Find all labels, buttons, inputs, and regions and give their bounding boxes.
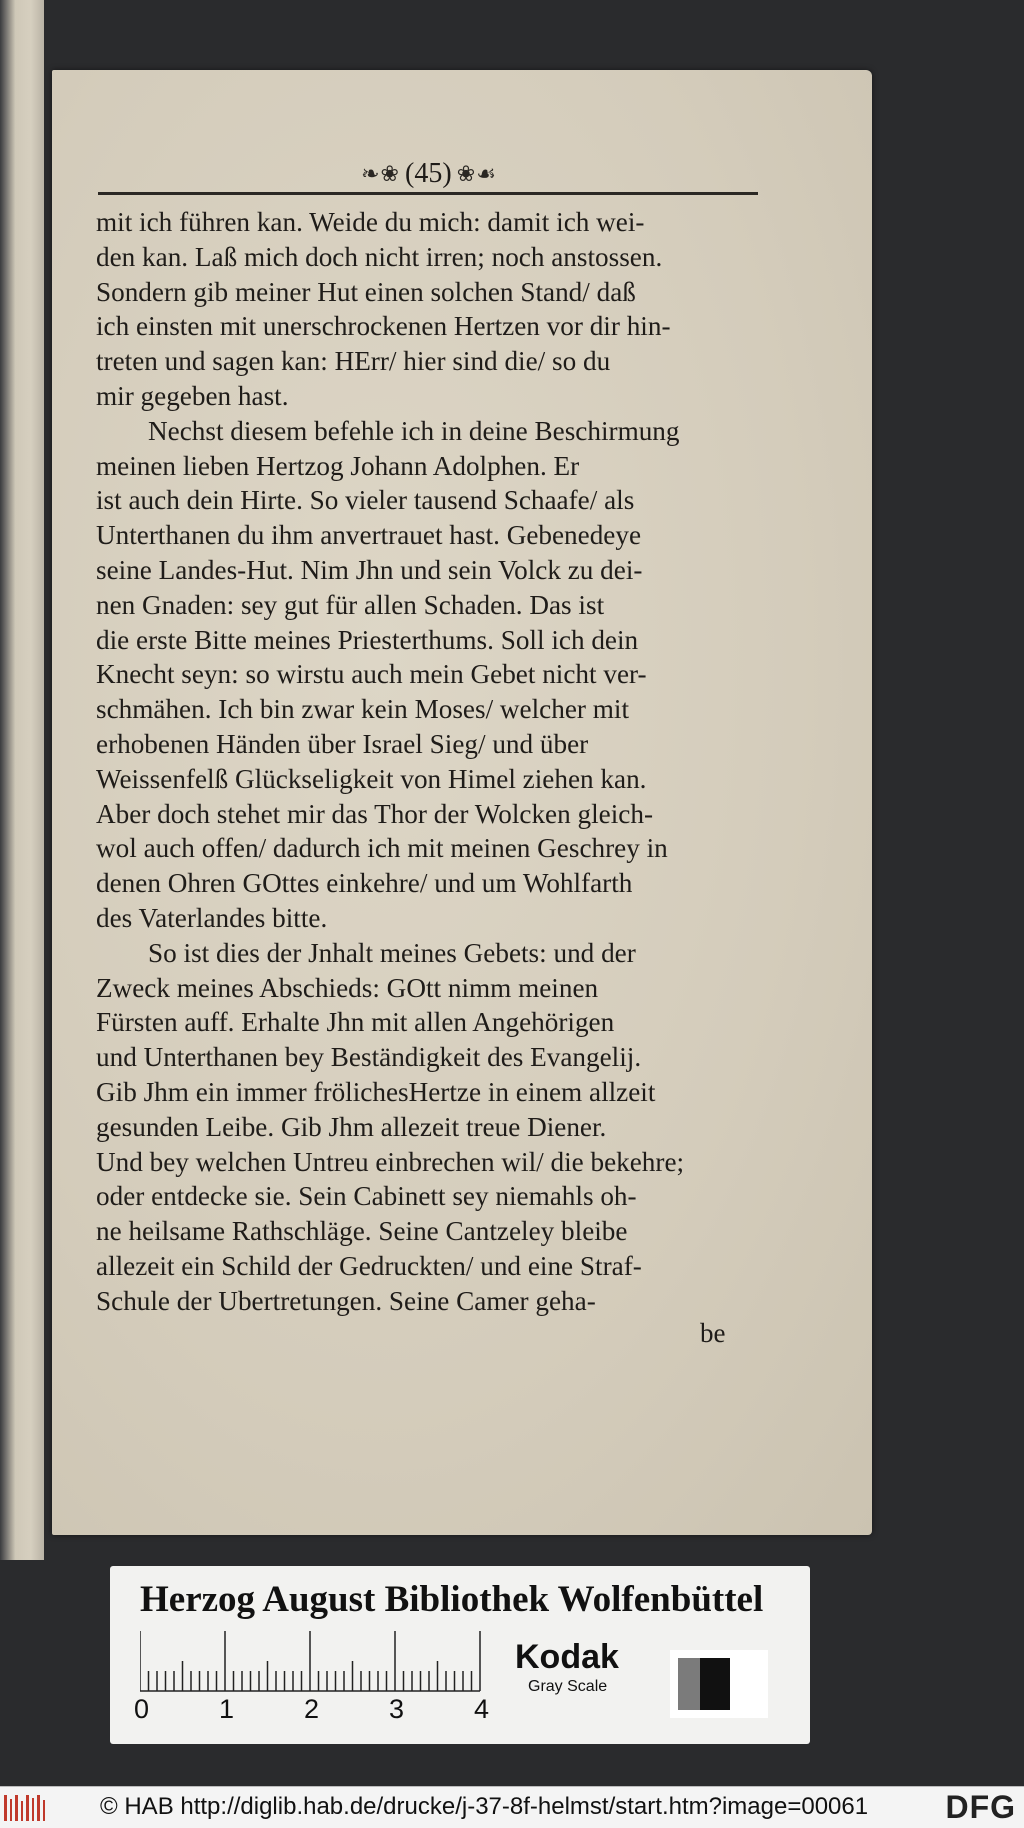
text-line: den kan. Laß mich doch nicht irren; noch anstossen. [96,241,663,272]
page-number: (45) [405,158,452,189]
text-line: Knecht seyn: so wirstu auch mein Gebet nicht ver- [96,659,647,690]
text-line: nen Gnaden: sey gut für allen Schaden. Das ist [96,589,605,620]
text-line: Und bey welchen Untreu einbrechen wil/ die bekehre; [96,1146,685,1177]
text-line: So ist dies der Jnhalt meines Gebets: und der [148,937,636,968]
ruler-number: 1 [219,1694,235,1724]
text-line: seine Landes-Hut. Nim Jhn und sein Volck zu dei- [96,554,643,585]
text-line: des Vaterlandes bitte. [96,902,328,933]
ornament-right: ❀☙ [456,161,497,187]
catchword: be [700,1318,726,1348]
text-line: und Unterthanen bey Beständigkeit des Evangelij. [96,1042,642,1073]
text-line: mir gegeben hast. [96,380,289,411]
ruler-number: 2 [304,1694,320,1724]
text-line: allezeit ein Schild der Gedruckten/ und eine Straf- [96,1250,642,1281]
ruler-numbers [134,1694,614,1734]
text-line: die erste Bitte meines Priesterthums. Soll ich dein [96,624,639,655]
source-url[interactable]: © HAB http://diglib.hab.de/drucke/j-37-8f-helmst/start.htm?image=00061 [100,1793,869,1820]
text-line: schmähen. Ich bin zwar kein Moses/ welcher mit [96,694,630,725]
text-line: ne heilsame Rathschläge. Seine Cantzeley bleibe [96,1216,628,1247]
text-line: Schule der Ubertretungen. Seine Camer geha- [96,1285,596,1316]
text-line: treten und sagen kan: HErr/ hier sind die/ so du [96,346,611,377]
gray-scale-label: Gray Scale [528,1678,608,1695]
text-line: Zweck meines Abschieds: GOtt nimm meinen [96,972,599,1003]
text-line: Sondern gib meiner Hut einen solchen Stand/ daß [96,276,636,307]
ornament-left: ❧❀ [361,161,400,187]
text-line: mit ich führen kan. Weide du mich: damit ich wei- [96,207,645,237]
adjacent-page-edge [0,0,44,1560]
ruler-number: 4 [474,1694,490,1724]
page-text [96,205,768,1319]
header-rule [98,192,758,195]
ruler-number: 0 [134,1694,150,1724]
text-line: oder entdecke sie. Sein Cabinett sey niemahls oh- [96,1181,637,1212]
text-line: gesunden Leibe. Gib Jhm allezeit treue Diener. [96,1111,607,1142]
gray-swatch [670,1650,768,1718]
text-line: meinen lieben Hertzog Johann Adolphen. Er [96,450,580,481]
text-line: wol auch offen/ dadurch ich mit meinen Geschrey in [96,833,668,864]
color-scale-card [110,1566,810,1744]
kodak-label: Kodak [515,1638,619,1676]
text-line: Fürsten auff. Erhalte Jhn mit allen Angehörigen [96,1007,615,1038]
library-name: Herzog August Bibliothek Wolfenbüttel [140,1579,764,1620]
ruler-number: 3 [389,1694,405,1724]
dfg-logo: DFG [945,1789,1016,1825]
text-line: Weissenfelß Glückseligkeit von Himel ziehen kan. [96,763,647,794]
text-line: denen Ohren GOttes einkehre/ und um Wohlfarth [96,868,633,899]
text-line: Gib Jhm ein immer frölichesHertze in einem allzeit [96,1076,656,1107]
gray-swatch-mid [678,1658,700,1710]
viewer-footer [0,1786,1024,1828]
text-line: ist auch dein Hirte. So vieler tausend Schaafe/ als [96,485,635,516]
gray-swatch-dark [700,1658,730,1710]
text-line: ich einsten mit unerschrockenen Hertzen vor dir hin- [96,311,671,342]
text-line: Aber doch stehet mir das Thor der Wolcken gleich- [96,798,653,829]
text-line: Nechst diesem befehle ich in deine Beschirmung [148,415,680,446]
text-line: Unterthanen du ihm anvertrauet hast. Gebenedeye [96,520,642,551]
barcode-icon [4,1795,48,1821]
text-line: erhobenen Händen über Israel Sieg/ und über [96,728,589,759]
